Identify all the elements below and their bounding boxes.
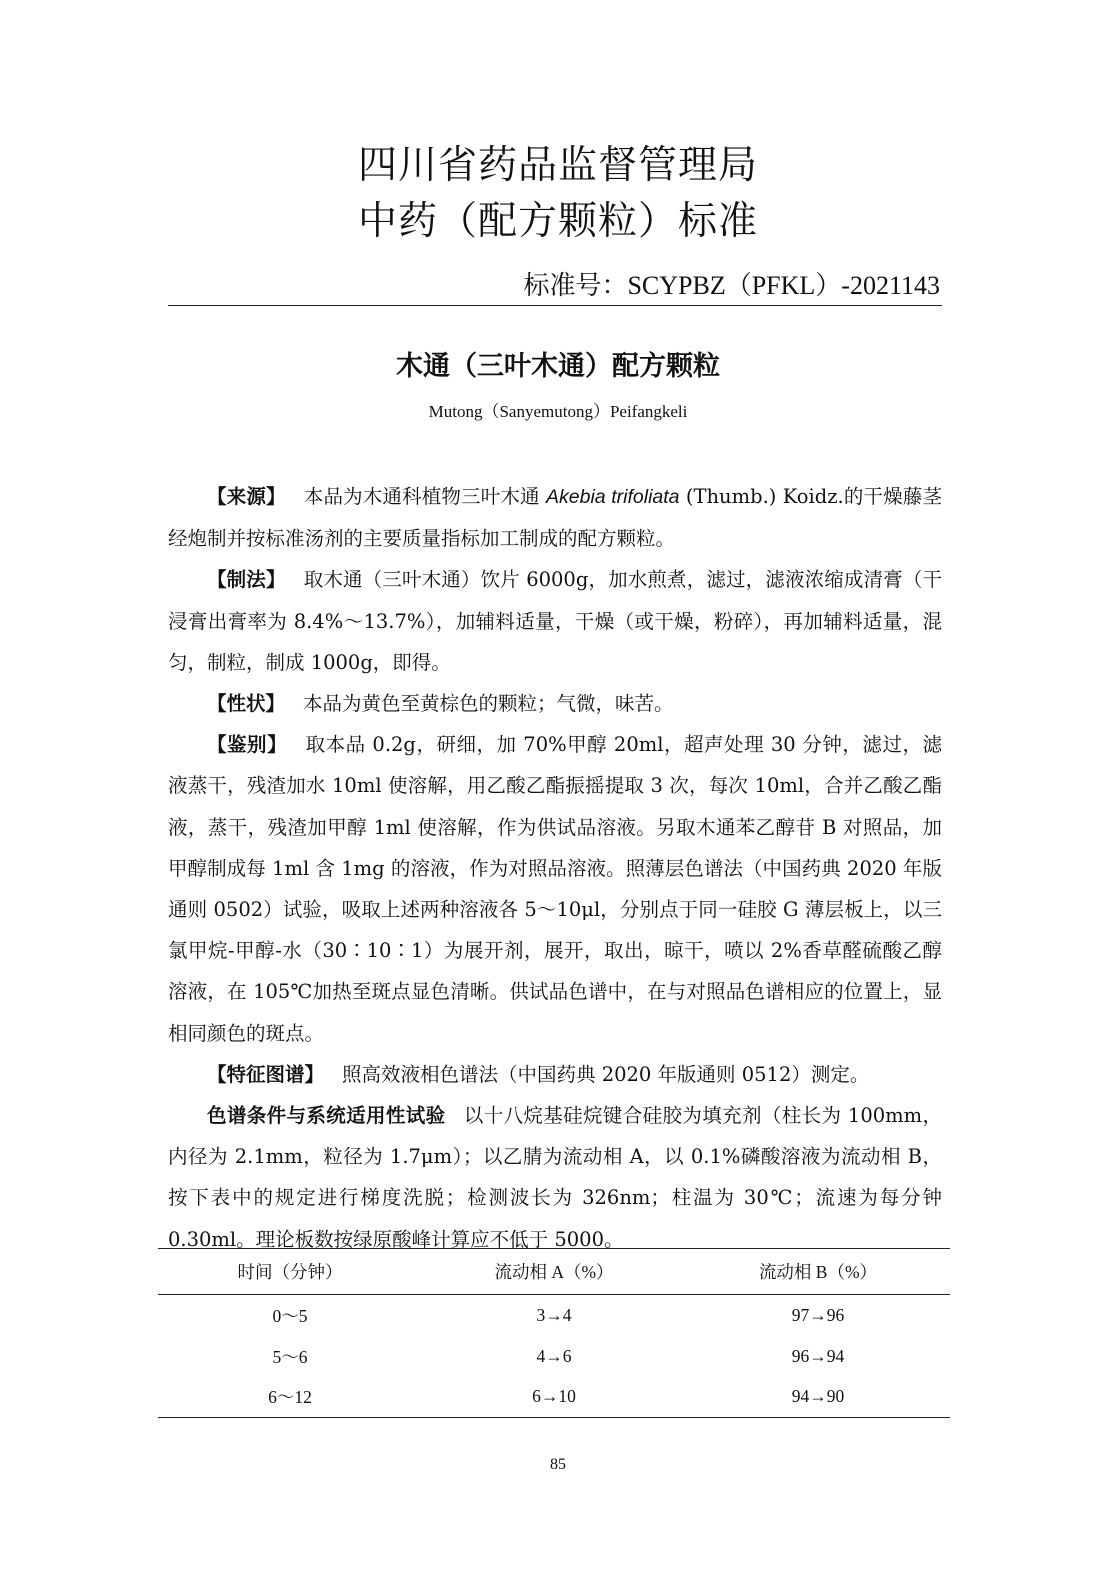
table-header-cell: 流动相 A（%）	[494, 1262, 614, 1282]
table-cell: 94→90	[791, 1386, 845, 1407]
table-header-row	[158, 1249, 950, 1295]
section-text: 照高效液相色谱法（中国药典 2020 年版通则 0512）测定。	[342, 1062, 870, 1086]
page-subtitle-pinyin: Mutong（Sanyemutong）Peifangkeli	[428, 402, 688, 421]
table-cell: 4→6	[536, 1345, 572, 1366]
page-number: 85	[550, 1456, 566, 1473]
section-preparation	[168, 559, 942, 683]
document-header	[0, 138, 1116, 250]
standard-number-label: 标准号：	[523, 271, 628, 301]
gradient-table	[158, 1248, 950, 1418]
section-text: (Thumb.) Koidz.的干燥藤茎经炮制并按标准汤剂的主要质量指标加工制成的配方颗粒。	[168, 485, 942, 551]
section-label: 色谱条件与系统适用性试验	[207, 1104, 446, 1128]
section-fingerprint	[168, 1054, 942, 1095]
section-text: 取木通（三叶木通）饮片 6000g，加水煎煮，滤过，滤液浓缩成清膏（干浸膏出膏率为 8.4%～13.7%），加辅料适量，干燥（或干燥，粉碎），再加辅料适量，混匀，制粒，制成 1000g，即得。	[168, 568, 942, 674]
standard-number-value: SCYPBZ（PFKL）-2021143	[627, 271, 940, 300]
table-cell: 5～6	[272, 1346, 308, 1367]
section-chromatography	[168, 1095, 942, 1260]
standard-number	[523, 268, 940, 304]
document-body	[168, 476, 942, 1260]
table-cell: 96→94	[791, 1345, 845, 1366]
section-text: 取本品 0.2g，研细，加 70%甲醇 20ml，超声处理 30 分钟，滤过，滤液蒸干，残渣加水 10ml 使溶解，用乙酸乙酯振摇提取 3 次，每次 10ml，合并乙酸乙酯液，蒸干，残渣加甲醇 1ml 使溶解，作为供试品溶液。另取木通苯乙醇苷 B 对照品，加甲醇制成每 1ml 含 1mg 的溶液，作为对照品溶液。照薄层色谱法（中国药典 2020 年版通则 0502）试验，吸取上述两种溶液各 5～10μl，分别点于同一硅胶 G 薄层板上，以三氯甲烷-甲醇-水（30∶10∶1）为展开剂，展开，取出，晾干，喷以 2%香草醛硫酸乙醇溶液，在 105℃加热至斑点显色清晰。供试品色谱中，在与对照品色谱相应的位置上，显相同颜色的斑点。	[168, 733, 942, 1045]
table-cell: 0～5	[272, 1305, 308, 1326]
table-row	[158, 1336, 950, 1377]
header-line-2: 中药（配方颗粒）标准	[357, 199, 758, 244]
page-title: 木通（三叶木通）配方颗粒	[396, 351, 720, 382]
section-label: 【特征图谱】	[207, 1062, 325, 1086]
section-identification	[168, 724, 942, 1054]
section-label: 【来源】	[207, 485, 286, 508]
section-text: 以十八烷基硅烷键合硅胶为填充剂（柱长为 100mm，内径为 2.1mm，粒径为 1.7μm）；以乙腈为流动相 A，以 0.1%磷酸溶液为流动相 B，按下表中的规定进行梯度洗脱；检测波长为 326nm；柱温为 30℃；流速为每分钟 0.30ml。理论板数按绿原酸峰计算应不低于 5000。	[168, 1104, 942, 1251]
table-header-cell: 时间（分钟）	[237, 1262, 343, 1282]
section-source	[168, 476, 942, 559]
section-text: 本品为黄色至黄棕色的颗粒；气微，味苦。	[303, 692, 674, 716]
section-description	[168, 683, 942, 724]
table-row	[158, 1295, 950, 1336]
table-row	[158, 1377, 950, 1418]
header-divider	[168, 305, 942, 306]
section-label: 【鉴别】	[207, 733, 288, 757]
table-cell: 6→10	[532, 1386, 576, 1407]
table-cell: 6～12	[268, 1387, 312, 1408]
section-label: 【性状】	[207, 692, 286, 716]
section-label: 【制法】	[207, 568, 286, 592]
section-text: 本品为木通科植物三叶木通	[303, 485, 547, 508]
table-cell: 3→4	[536, 1304, 572, 1325]
table-cell: 97→96	[791, 1304, 845, 1325]
latin-name: Akebia trifoliata	[546, 486, 680, 508]
table-header-cell: 流动相 B（%）	[758, 1262, 878, 1282]
header-line-1: 四川省药品监督管理局	[357, 143, 758, 188]
